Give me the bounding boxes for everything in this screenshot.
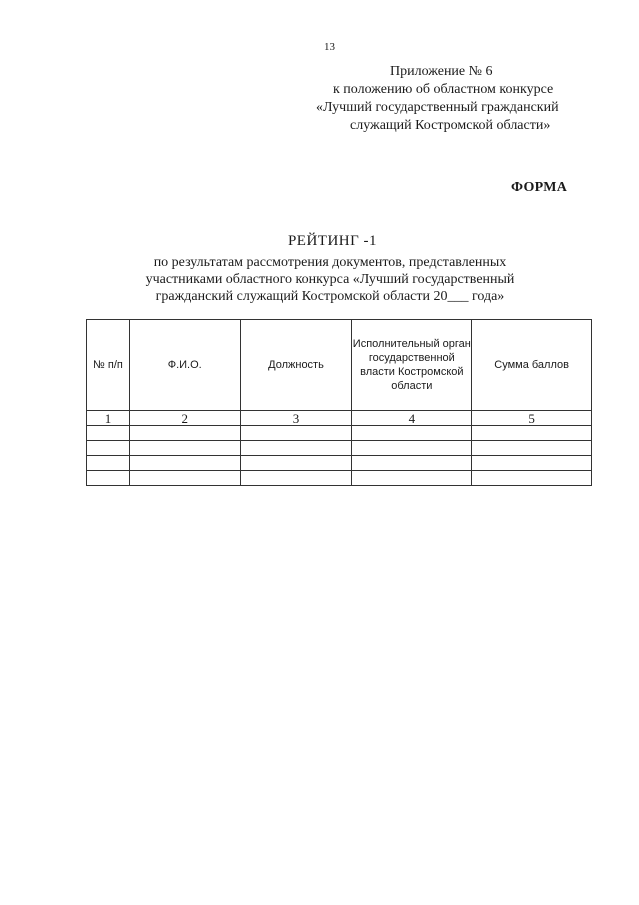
column-number: 1 <box>87 411 130 426</box>
rating-table <box>86 319 592 486</box>
subtitle-line-3: гражданский служащий Костромской области 20___ года» <box>155 289 505 304</box>
appendix-line-4: служащий Костромской области» <box>350 118 551 133</box>
header-position: Должность <box>240 320 352 411</box>
appendix-line-2: к положению об областном конкурсе <box>333 82 554 97</box>
table-row <box>87 441 592 456</box>
table-cell <box>87 471 130 486</box>
table-cell <box>240 426 352 441</box>
header-number: № п/п <box>87 320 130 411</box>
table-cell <box>129 471 240 486</box>
table-cell <box>352 471 472 486</box>
table-cell <box>129 441 240 456</box>
rating-title: РЕЙТИНГ -1 <box>287 233 378 249</box>
table-header-row <box>87 320 592 411</box>
table-row <box>87 426 592 441</box>
header-full-name: Ф.И.О. <box>129 320 240 411</box>
column-number: 4 <box>352 411 472 426</box>
subtitle-line-1: по результатам рассмотрения документов, представленных <box>153 255 507 270</box>
table-cell <box>472 456 592 471</box>
table-cell <box>352 456 472 471</box>
table-cell <box>352 426 472 441</box>
table-cell <box>472 426 592 441</box>
page-number: 13 <box>324 41 335 53</box>
subtitle-line-2: участниками областного конкурса «Лучший государственный <box>145 272 515 287</box>
table-cell <box>87 456 130 471</box>
column-number: 2 <box>129 411 240 426</box>
table-row <box>87 456 592 471</box>
table-cell <box>472 471 592 486</box>
table-cell <box>129 456 240 471</box>
header-executive-body: Исполнительный орган государственной власти Костромской области <box>352 320 472 411</box>
table-cell <box>129 426 240 441</box>
table-row <box>87 471 592 486</box>
appendix-line-3: «Лучший государственный гражданский <box>316 100 559 115</box>
column-number: 5 <box>472 411 592 426</box>
table-cell <box>240 471 352 486</box>
table-cell <box>240 456 352 471</box>
appendix-header <box>300 63 600 135</box>
rating-subtitle <box>120 254 540 305</box>
header-total-score: Сумма баллов <box>472 320 592 411</box>
form-label: ФОРМА <box>511 180 568 195</box>
table-cell <box>87 426 130 441</box>
column-numbers-row <box>87 411 592 426</box>
table-cell <box>352 441 472 456</box>
table-cell <box>87 441 130 456</box>
table-cell <box>240 441 352 456</box>
appendix-line-1: Приложение № 6 <box>390 64 493 79</box>
table-cell <box>472 441 592 456</box>
column-number: 3 <box>240 411 352 426</box>
